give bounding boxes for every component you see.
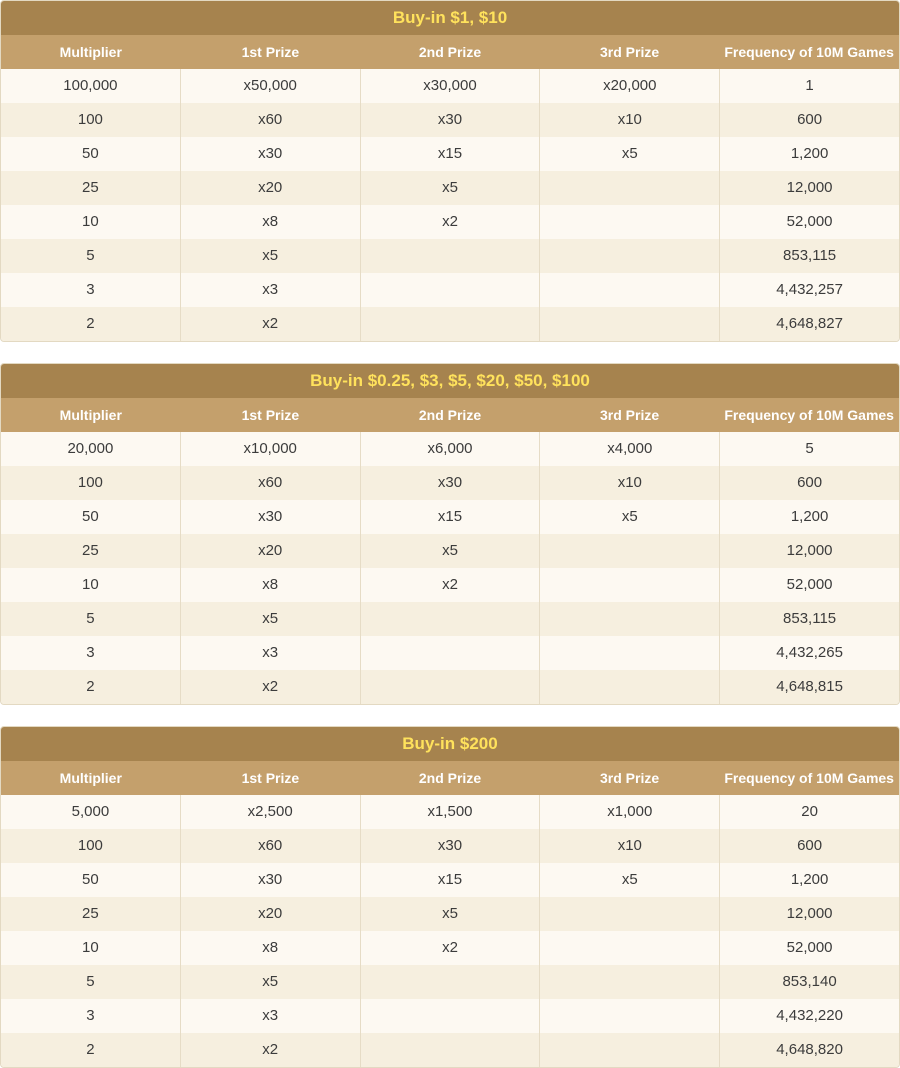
cell-frequency: 853,115 xyxy=(783,610,837,627)
cell-multiplier: 5 xyxy=(1,965,181,999)
prize-table-buyin-1-10 xyxy=(0,0,900,342)
table-row xyxy=(1,965,899,999)
cell-2nd-prize xyxy=(361,1033,541,1067)
cell-multiplier: 2 xyxy=(1,1033,181,1067)
cell-3rd-prize xyxy=(540,602,720,636)
table-body xyxy=(1,795,899,1067)
cell-frequency: 12,000 xyxy=(786,542,833,559)
column-header-frequency: Frequency of 10M Games xyxy=(724,44,894,60)
cell-frequency: 52,000 xyxy=(786,213,833,230)
table-row xyxy=(1,931,899,965)
cell-3rd-prize xyxy=(540,534,720,568)
cell-3rd-prize xyxy=(540,171,720,205)
cell-1st-prize: x8 xyxy=(181,205,361,239)
cell-2nd-prize: x5 xyxy=(361,534,541,568)
cell-frequency: 4,648,827 xyxy=(776,315,843,332)
cell-3rd-prize xyxy=(540,965,720,999)
table-row xyxy=(1,103,899,137)
cell-multiplier: 50 xyxy=(1,137,181,171)
cell-multiplier: 5,000 xyxy=(1,795,181,829)
cell-1st-prize: x10,000 xyxy=(181,432,361,466)
cell-frequency: 853,140 xyxy=(782,973,837,990)
cell-3rd-prize xyxy=(540,931,720,965)
table-row xyxy=(1,829,899,863)
cell-3rd-prize: x4,000 xyxy=(540,432,720,466)
cell-1st-prize: x5 xyxy=(181,239,361,273)
cell-2nd-prize: x15 xyxy=(361,500,541,534)
table-row xyxy=(1,670,899,704)
table-row xyxy=(1,69,899,103)
cell-frequency: 4,432,265 xyxy=(776,644,843,661)
column-header-frequency: Frequency of 10M Games xyxy=(724,770,894,786)
cell-frequency: 12,000 xyxy=(786,905,833,922)
cell-frequency: 600 xyxy=(797,837,823,854)
column-header-multiplier: Multiplier xyxy=(59,407,122,423)
column-header-3rd-prize: 3rd Prize xyxy=(600,770,660,786)
cell-multiplier: 10 xyxy=(1,205,181,239)
cell-2nd-prize: x30,000 xyxy=(361,69,541,103)
cell-2nd-prize: x15 xyxy=(361,137,541,171)
table-row xyxy=(1,171,899,205)
cell-2nd-prize: x2 xyxy=(361,205,541,239)
cell-multiplier: 10 xyxy=(1,931,181,965)
cell-frequency: 12,000 xyxy=(786,179,833,196)
table-row xyxy=(1,636,899,670)
table-body xyxy=(1,69,899,341)
cell-frequency: 20 xyxy=(801,803,818,820)
column-header-2nd-prize: 2nd Prize xyxy=(418,44,482,60)
cell-1st-prize: x20 xyxy=(181,897,361,931)
table-row xyxy=(1,795,899,829)
cell-2nd-prize: x5 xyxy=(361,171,541,205)
table-row xyxy=(1,205,899,239)
cell-1st-prize: x20 xyxy=(181,171,361,205)
cell-2nd-prize xyxy=(361,965,541,999)
table-row xyxy=(1,500,899,534)
table-row xyxy=(1,897,899,931)
table-row xyxy=(1,1033,899,1067)
cell-3rd-prize xyxy=(540,897,720,931)
column-header-1st-prize: 1st Prize xyxy=(241,770,300,786)
cell-1st-prize: x60 xyxy=(181,829,361,863)
cell-frequency: 4,432,257 xyxy=(776,281,843,298)
cell-multiplier: 100 xyxy=(1,466,181,500)
cell-multiplier: 2 xyxy=(1,670,181,704)
cell-1st-prize: x30 xyxy=(181,137,361,171)
cell-3rd-prize xyxy=(540,670,720,704)
cell-3rd-prize: x1,000 xyxy=(540,795,720,829)
column-header-2nd-prize: 2nd Prize xyxy=(418,770,482,786)
table-header-row xyxy=(1,761,899,795)
table-title: Buy-in $0.25, $3, $5, $20, $50, $100 xyxy=(1,364,899,398)
cell-1st-prize: x5 xyxy=(181,965,361,999)
cell-multiplier: 25 xyxy=(1,534,181,568)
cell-frequency: 4,648,820 xyxy=(776,1041,843,1058)
column-header-multiplier: Multiplier xyxy=(59,44,122,60)
cell-2nd-prize xyxy=(361,670,541,704)
cell-1st-prize: x3 xyxy=(181,636,361,670)
table-row xyxy=(1,432,899,466)
cell-2nd-prize: x1,500 xyxy=(361,795,541,829)
cell-2nd-prize: x2 xyxy=(361,568,541,602)
cell-multiplier: 10 xyxy=(1,568,181,602)
cell-1st-prize: x60 xyxy=(181,103,361,137)
table-row xyxy=(1,273,899,307)
cell-2nd-prize: x15 xyxy=(361,863,541,897)
cell-multiplier: 2 xyxy=(1,307,181,341)
column-header-1st-prize: 1st Prize xyxy=(241,44,300,60)
cell-frequency: 600 xyxy=(797,111,823,128)
cell-3rd-prize: x5 xyxy=(540,863,720,897)
cell-2nd-prize xyxy=(361,239,541,273)
column-header-3rd-prize: 3rd Prize xyxy=(600,407,660,423)
cell-2nd-prize xyxy=(361,273,541,307)
table-row xyxy=(1,999,899,1033)
cell-3rd-prize xyxy=(540,568,720,602)
cell-3rd-prize: x5 xyxy=(540,137,720,171)
table-header-row xyxy=(1,35,899,69)
cell-1st-prize: x60 xyxy=(181,466,361,500)
cell-1st-prize: x2,500 xyxy=(181,795,361,829)
table-row xyxy=(1,307,899,341)
cell-3rd-prize xyxy=(540,205,720,239)
table-row xyxy=(1,602,899,636)
cell-multiplier: 5 xyxy=(1,239,181,273)
cell-multiplier: 20,000 xyxy=(1,432,181,466)
cell-3rd-prize xyxy=(540,239,720,273)
table-title: Buy-in $200 xyxy=(1,727,899,761)
table-row xyxy=(1,137,899,171)
cell-3rd-prize xyxy=(540,273,720,307)
cell-3rd-prize: x5 xyxy=(540,500,720,534)
cell-3rd-prize: x10 xyxy=(540,466,720,500)
column-header-multiplier: Multiplier xyxy=(59,770,122,786)
prize-table-buyin-200 xyxy=(0,726,900,1068)
cell-frequency: 853,115 xyxy=(783,247,837,264)
cell-1st-prize: x2 xyxy=(181,670,361,704)
cell-3rd-prize xyxy=(540,636,720,670)
cell-multiplier: 3 xyxy=(1,999,181,1033)
cell-multiplier: 50 xyxy=(1,863,181,897)
cell-2nd-prize xyxy=(361,999,541,1033)
cell-2nd-prize xyxy=(361,602,541,636)
cell-1st-prize: x5 xyxy=(181,602,361,636)
column-header-1st-prize: 1st Prize xyxy=(241,407,300,423)
cell-1st-prize: x3 xyxy=(181,999,361,1033)
table-header-row xyxy=(1,398,899,432)
cell-1st-prize: x30 xyxy=(181,863,361,897)
cell-2nd-prize xyxy=(361,636,541,670)
cell-multiplier: 100,000 xyxy=(1,69,181,103)
column-header-2nd-prize: 2nd Prize xyxy=(418,407,482,423)
cell-frequency: 4,648,815 xyxy=(776,678,843,695)
cell-multiplier: 50 xyxy=(1,500,181,534)
table-row xyxy=(1,568,899,602)
cell-frequency: 600 xyxy=(797,474,823,491)
cell-frequency: 52,000 xyxy=(786,576,833,593)
cell-3rd-prize: x20,000 xyxy=(540,69,720,103)
cell-frequency: 1,200 xyxy=(790,508,829,525)
cell-multiplier: 100 xyxy=(1,829,181,863)
table-row xyxy=(1,863,899,897)
cell-3rd-prize: x10 xyxy=(540,829,720,863)
cell-1st-prize: x30 xyxy=(181,500,361,534)
cell-3rd-prize xyxy=(540,999,720,1033)
cell-frequency: 1,200 xyxy=(790,871,829,888)
table-title: Buy-in $1, $10 xyxy=(1,1,899,35)
cell-frequency: 4,432,220 xyxy=(776,1007,843,1024)
cell-1st-prize: x2 xyxy=(181,1033,361,1067)
cell-1st-prize: x20 xyxy=(181,534,361,568)
cell-multiplier: 5 xyxy=(1,602,181,636)
cell-3rd-prize xyxy=(540,307,720,341)
cell-1st-prize: x8 xyxy=(181,568,361,602)
cell-1st-prize: x3 xyxy=(181,273,361,307)
cell-frequency: 1 xyxy=(805,77,814,94)
cell-3rd-prize xyxy=(540,1033,720,1067)
cell-frequency: 1,200 xyxy=(790,145,829,162)
cell-multiplier: 100 xyxy=(1,103,181,137)
column-header-frequency: Frequency of 10M Games xyxy=(724,407,894,423)
table-row xyxy=(1,239,899,273)
table-body xyxy=(1,432,899,704)
cell-2nd-prize xyxy=(361,307,541,341)
cell-3rd-prize: x10 xyxy=(540,103,720,137)
cell-multiplier: 25 xyxy=(1,897,181,931)
cell-frequency: 5 xyxy=(805,440,814,457)
prize-table-buyin-multi xyxy=(0,363,900,705)
cell-1st-prize: x50,000 xyxy=(181,69,361,103)
table-row xyxy=(1,534,899,568)
cell-2nd-prize: x5 xyxy=(361,897,541,931)
cell-2nd-prize: x6,000 xyxy=(361,432,541,466)
cell-2nd-prize: x30 xyxy=(361,466,541,500)
cell-2nd-prize: x30 xyxy=(361,103,541,137)
table-row xyxy=(1,466,899,500)
cell-1st-prize: x8 xyxy=(181,931,361,965)
cell-2nd-prize: x2 xyxy=(361,931,541,965)
cell-frequency: 52,000 xyxy=(786,939,833,956)
cell-multiplier: 25 xyxy=(1,171,181,205)
cell-2nd-prize: x30 xyxy=(361,829,541,863)
column-header-3rd-prize: 3rd Prize xyxy=(600,44,660,60)
cell-multiplier: 3 xyxy=(1,636,181,670)
cell-1st-prize: x2 xyxy=(181,307,361,341)
cell-multiplier: 3 xyxy=(1,273,181,307)
